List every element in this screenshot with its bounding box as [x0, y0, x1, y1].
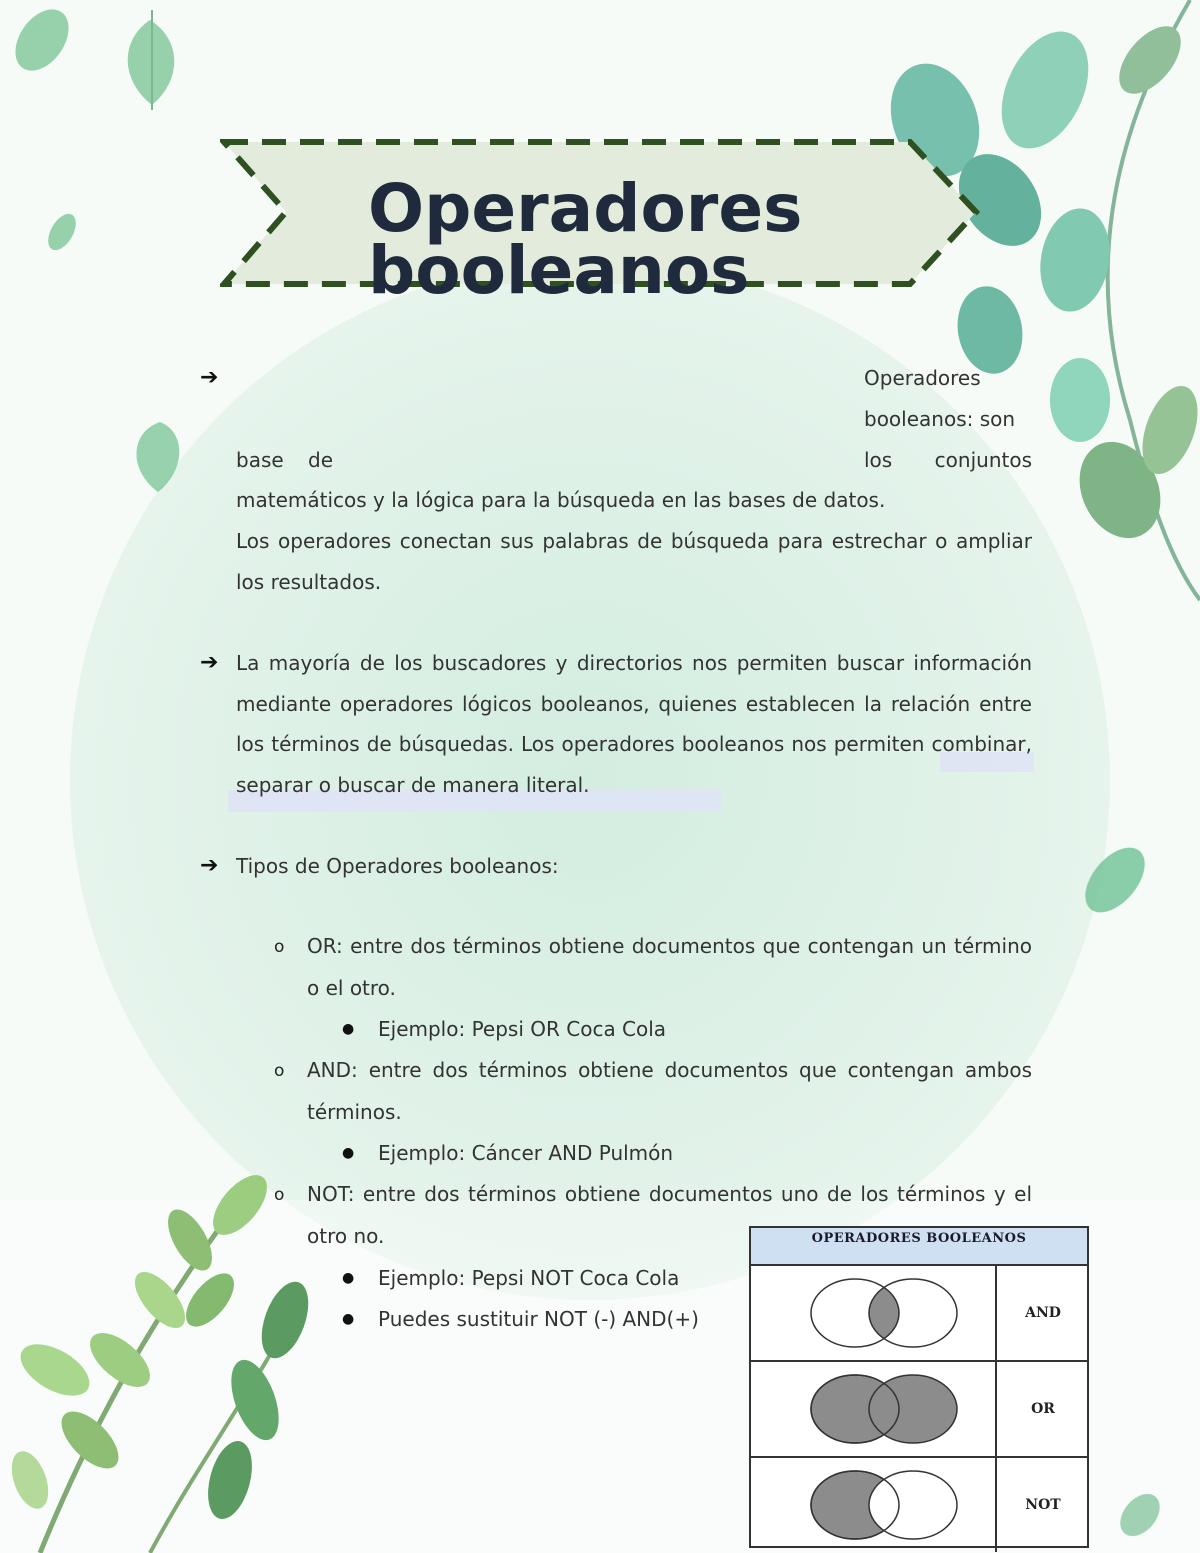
- intro-line-right: los conjuntos: [864, 448, 1032, 472]
- page-title: Operadores booleanos: [368, 170, 803, 309]
- intro-line-left: base de: [236, 448, 334, 472]
- venn-or-icon: [799, 1367, 969, 1451]
- arrow-bullet-icon: ➔: [200, 650, 219, 675]
- operator-and: AND: entre dos términos obtiene documentos que contengan ambos términos.: [307, 1058, 1032, 1124]
- types-heading: Tipos de Operadores booleanos:: [236, 854, 559, 878]
- intro-second-sentence: Los operadores conectan sus palabras de búsqueda para estrechar o ampliar los resultados.: [236, 529, 1032, 594]
- intro-side-text: Operadores booleanos: son: [864, 366, 1016, 431]
- example-or: Ejemplo: Pepsi OR Coca Cola: [378, 1017, 667, 1041]
- arrow-bullet-icon: ➔: [200, 853, 219, 878]
- figure-row-or: [751, 1362, 1087, 1458]
- example-not: Ejemplo: Pepsi NOT Coca Cola: [378, 1266, 680, 1290]
- example-not-tip: Puedes sustituir NOT (-) AND(+): [378, 1307, 699, 1331]
- intro-line: [236, 440, 1032, 480]
- figure-row-and: [751, 1266, 1087, 1362]
- figure-label-and: AND: [995, 1266, 1089, 1360]
- disc-bullet-icon: ●: [342, 1311, 355, 1327]
- circle-bullet-icon: o: [274, 1185, 285, 1205]
- operator-not: NOT: entre dos términos obtiene documentos uno de los términos y el otro no.: [307, 1182, 1032, 1248]
- figure-label-or: OR: [995, 1362, 1089, 1456]
- circle-bullet-icon: o: [274, 937, 285, 957]
- figure-row-not: [751, 1458, 1087, 1552]
- disc-bullet-icon: ●: [342, 1145, 355, 1161]
- leaf-decoration-top-left: [4, 0, 179, 492]
- figure-header: OPERADORES BOOLEANOS: [751, 1228, 1087, 1266]
- disc-bullet-icon: ●: [342, 1021, 355, 1037]
- paragraph-buscadores: La mayoría de los buscadores y directorios nos permiten buscar información mediante operadores lógicos booleanos, quienes establecen la relación entre los términos de búsquedas. Los operadores booleanos nos permiten combinar, separar o buscar de manera literal.: [236, 651, 1032, 798]
- venn-and-icon: [799, 1271, 969, 1355]
- arrow-bullet-icon: ➔: [200, 365, 219, 390]
- circle-bullet-icon: o: [274, 1061, 285, 1081]
- example-and: Ejemplo: Cáncer AND Pulmón: [378, 1141, 674, 1165]
- intro-continuation: matemáticos y la lógica para la búsqueda en las bases de datos.: [236, 488, 886, 512]
- disc-bullet-icon: ●: [342, 1270, 355, 1286]
- figure-label-not: NOT: [995, 1458, 1089, 1552]
- boolean-operators-figure: [749, 1226, 1089, 1548]
- venn-not-icon: [799, 1463, 969, 1547]
- operator-or: OR: entre dos términos obtiene documentos que contengan un término o el otro.: [307, 934, 1032, 1000]
